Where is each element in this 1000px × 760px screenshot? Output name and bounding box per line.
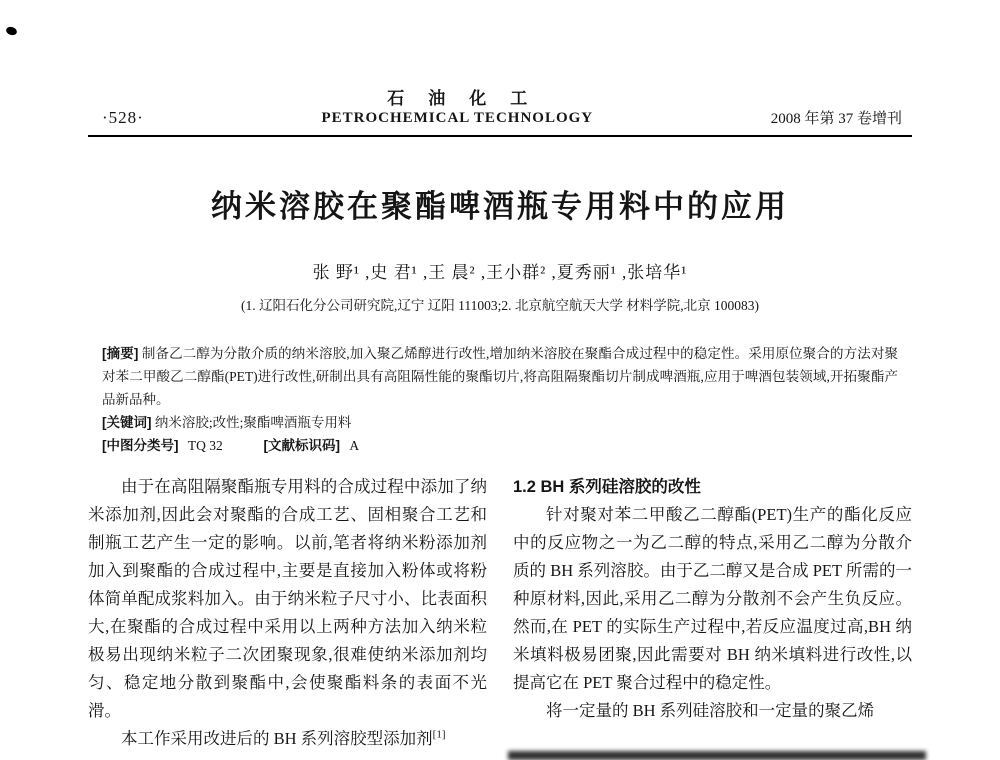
abstract xyxy=(102,342,898,411)
keywords xyxy=(102,411,898,434)
article-meta-block xyxy=(102,342,898,457)
left-paragraph-2 xyxy=(88,725,487,753)
clc-value: TQ 32 xyxy=(187,438,223,453)
reference-marker: [1] xyxy=(432,728,446,741)
author-line: 张 野¹ ,史 君¹ ,王 晨² ,王小群² ,夏秀丽¹ ,张培华¹ xyxy=(312,263,688,282)
classification-line xyxy=(102,434,898,457)
left-column xyxy=(88,473,487,753)
right-column xyxy=(513,473,912,753)
affiliation-line: (1. 辽阳石化分公司研究院,辽宁 辽阳 111003;2. 北京航空航天大学 材料学院,北京 100083) xyxy=(241,298,759,313)
right-paragraph-2: 将一定量的 BH 系列硅溶胶和一定量的聚乙烯 xyxy=(546,701,875,720)
article-title: 纳米溶胶在聚酯啤酒瓶专用料中的应用 xyxy=(211,189,789,224)
issue-info: 2008 年第 37 卷增刊 xyxy=(770,111,902,127)
section-heading-1-2: 1.2 BH 系列硅溶胶的改性 xyxy=(513,478,701,496)
abstract-label: [摘要] xyxy=(102,346,139,361)
journal-name-english: PETROCHEMICAL TECHNOLOGY xyxy=(321,110,594,127)
body-columns xyxy=(88,473,912,753)
scan-cutoff-artifact xyxy=(508,751,926,760)
keywords-text: 纳米溶胶;改性;聚酯啤酒瓶专用料 xyxy=(154,415,352,430)
left-paragraph-2-text: 本工作采用改进后的 BH 系列溶胶型添加剂 xyxy=(121,729,433,748)
journal-name-block xyxy=(321,88,593,128)
clc-label: [中图分类号] xyxy=(102,438,179,453)
doc-code-label: [文献标识码] xyxy=(263,438,340,453)
journal-header xyxy=(88,88,912,137)
page-number: ·528· xyxy=(102,108,144,127)
right-paragraph-1: 针对聚对苯二甲酸乙二醇酯(PET)生产的酯化反应中的反应物之一为乙二醇的特点,采用乙二醇为分散介质的 BH 系列溶胶。由于乙二醇又是合成 PET 所需的一种原材料,因此,采用乙二醇为分散剂不会产生负反应。然而,在 PET 的实际生产过程中,若反应温度过高,BH 纳米填料极易团聚,因此需要对 BH 纳米填料进行改性,以提高它在 PET 聚合过程中的稳定性。 xyxy=(513,505,912,692)
scan-spot-artifact xyxy=(5,25,18,36)
keywords-label: [关键词] xyxy=(102,415,152,430)
abstract-text: 制备乙二醇为分散介质的纳米溶胶,加入聚乙烯醇进行改性,增加纳米溶胶在聚酯合成过程中的稳定性。采用原位聚合的方法对聚对苯二甲酸乙二醇酯(PET)进行改性,研制出具有高阻隔性能的聚酯切片,将高阻隔聚酯切片制成啤酒瓶,应用于啤酒包装领域,开拓聚酯产品新品种。 xyxy=(102,346,899,407)
doc-code-value: A xyxy=(349,438,360,453)
journal-name-chinese: 石油化工 xyxy=(387,89,552,108)
left-paragraph-1: 由于在高阻隔聚酯瓶专用料的合成过程中添加了纳米添加剂,因此会对聚酯的合成工艺、固相聚合工艺和制瓶工艺产生一定的影响。以前,笔者将纳米粉添加剂加入到聚酯的合成过程中,主要是直接加入粉体或将粉体简单配成浆料加入。由于纳米粒子尺寸小、比表面积大,在聚酯的合成过程中采用以上两种方法加入纳米粒极易出现纳米粒子二次团聚现象,很难使纳米添加剂均匀、稳定地分散到聚酯中,会使聚酯料条的表面不光滑。 xyxy=(88,477,487,720)
